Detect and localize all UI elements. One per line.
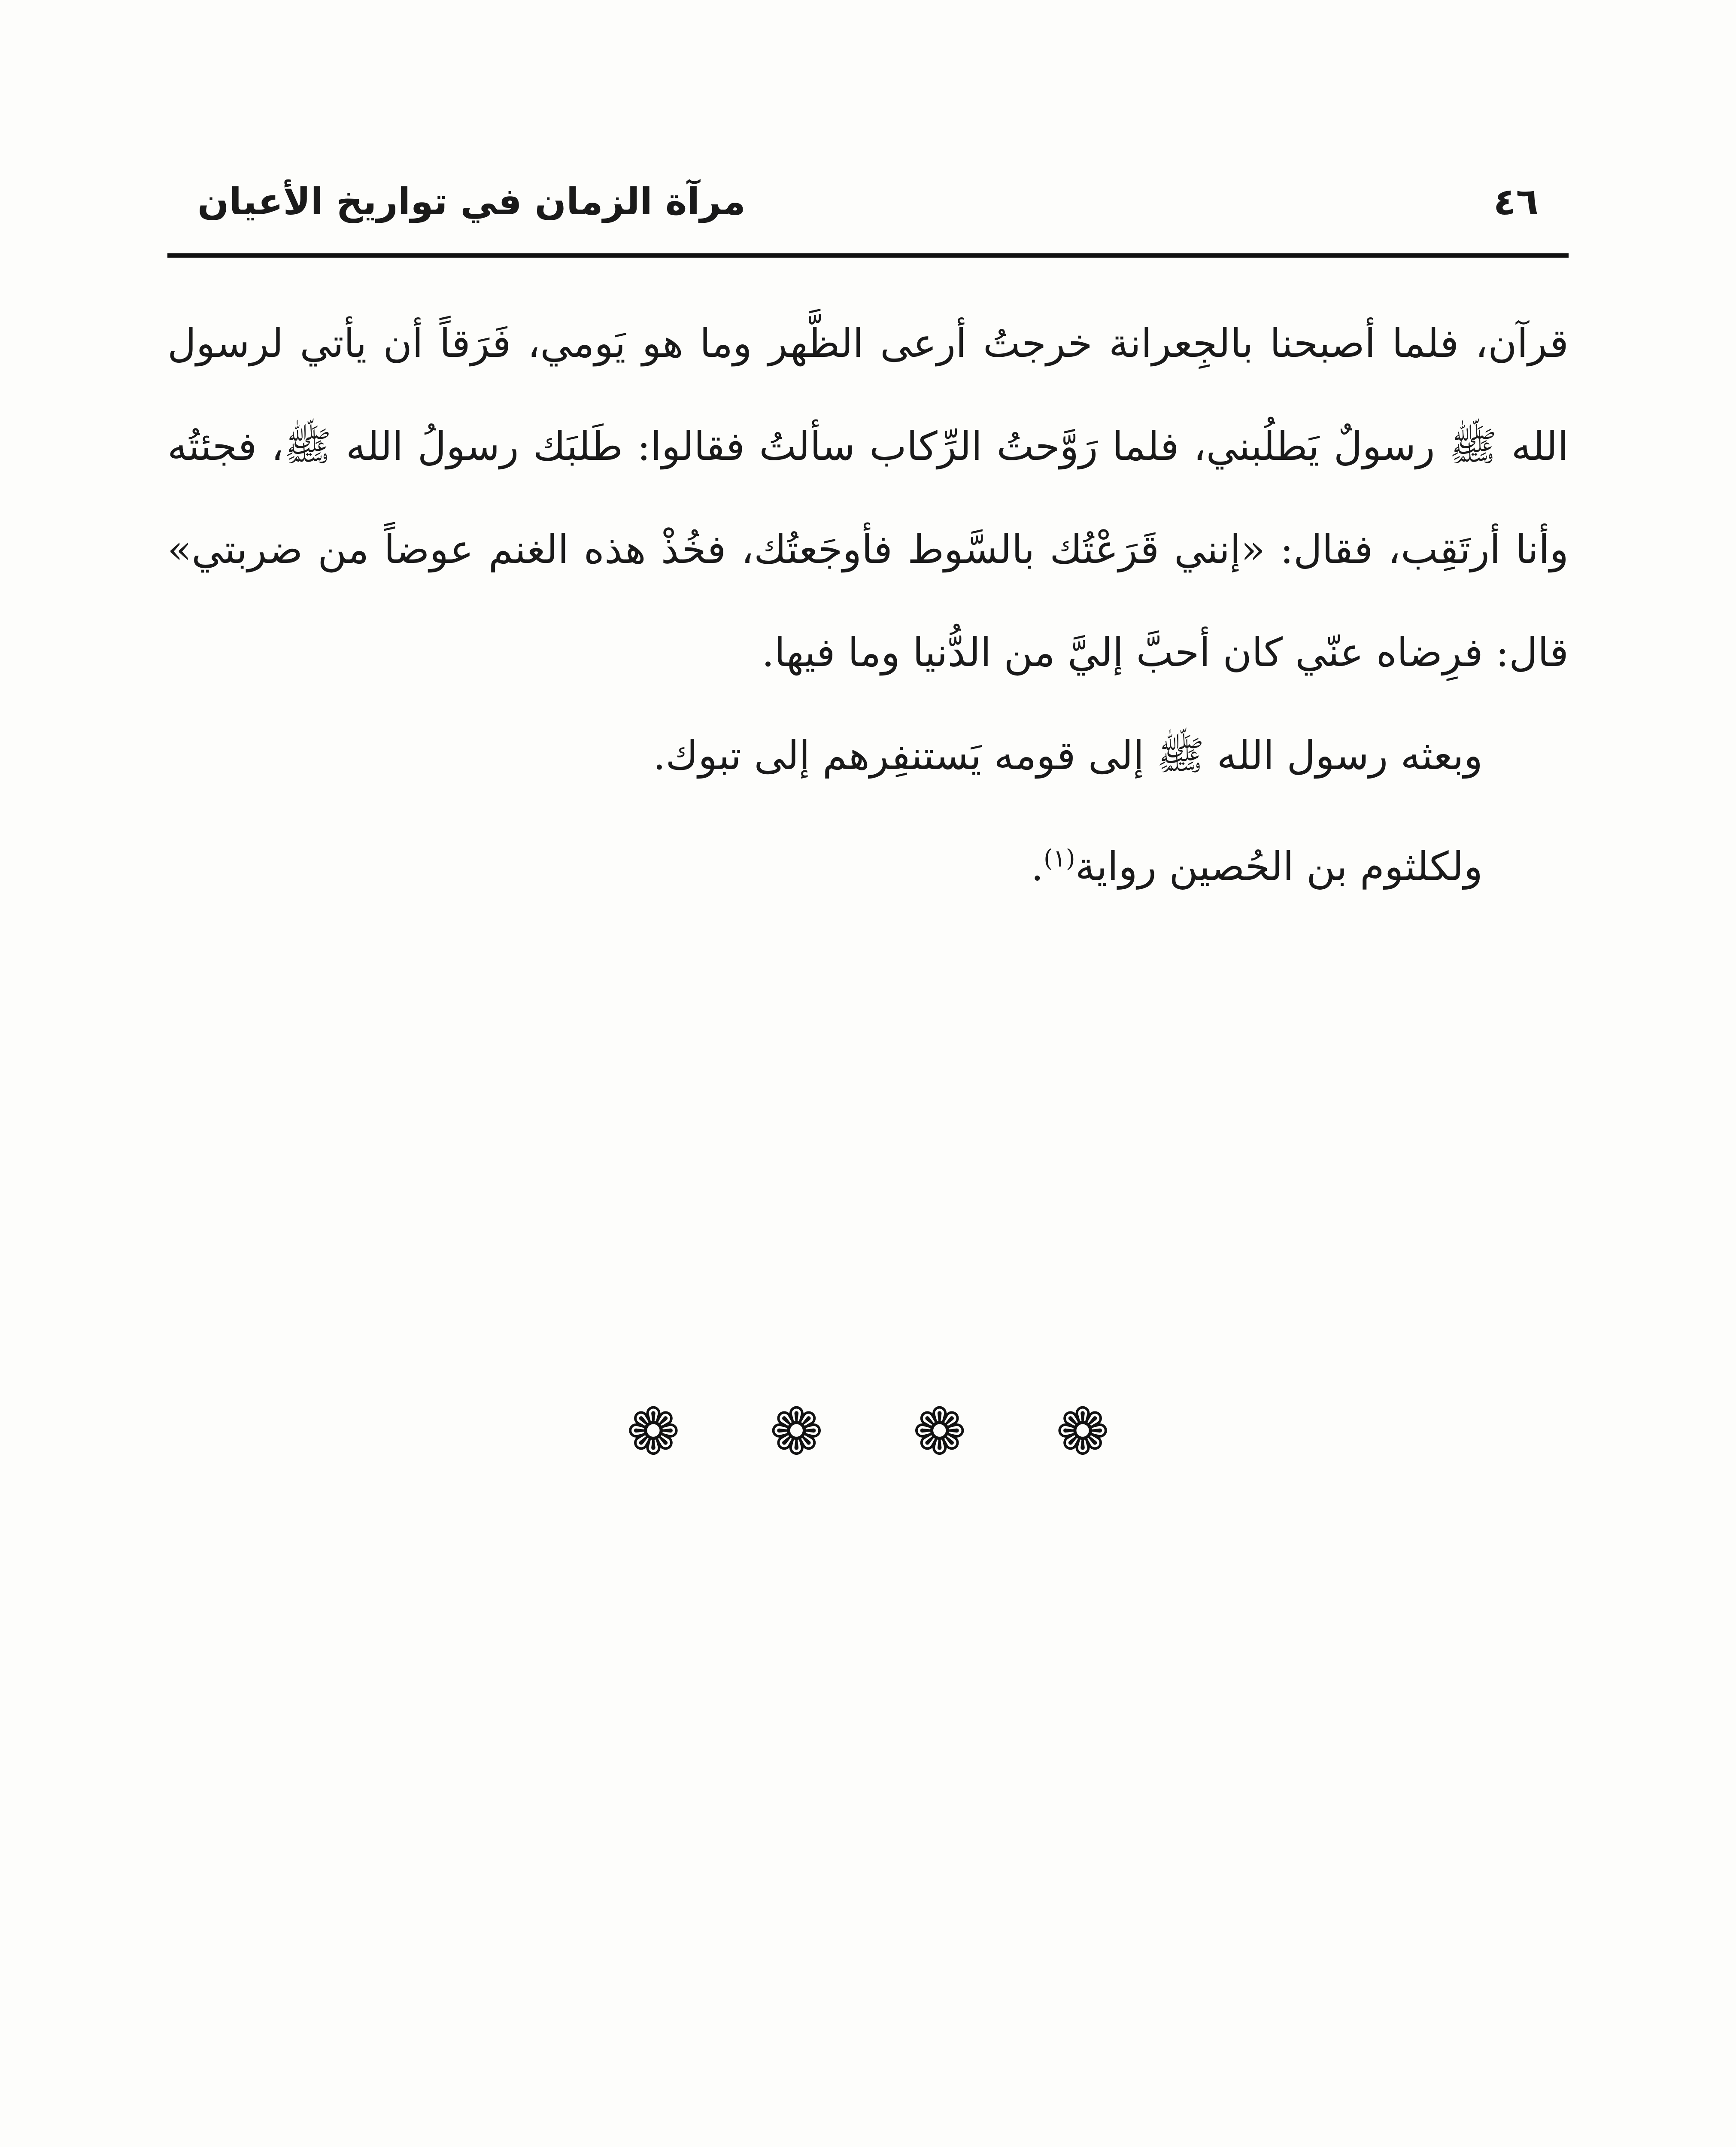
body-paragraph: قرآن، فلما أصبحنا بالجِعرانة خرجتُ أرعى الظَّهر وما هو يَومي، فَرَقاً أن يأتي لرسول الله ﷺ رسولٌ يَطلُبني، فلما رَوَّحتُ الرِّكاب سألتُ فقالوا: طَلبَك رسولُ الله ﷺ، فجئتُه وأنا أرتَقِب، فقال: «إنني قَرَعْتُك بالسَّوط فأوجَعتُك، فخُذْ هذه الغنم عوضاً من ضربتي» قال: فرِضاه عنّي كان أحبَّ إليَّ من الدُّنيا وما فيها. (167, 320, 1569, 675)
header-rule (167, 253, 1569, 258)
running-header (167, 180, 1569, 236)
body-paragraph-text: ولكلثوم بن الحُصين رواية (1075, 843, 1483, 890)
flower-ornament-icon: ❁ (769, 1395, 824, 1469)
body-paragraph: وبعثه رسول الله ﷺ إلى قومه يَستنفِرهم إلى تبوك. (653, 733, 1483, 779)
paragraph-end-mark: . (1031, 843, 1044, 890)
book-title: مرآة الزمان في تواريخ الأعيان (197, 180, 746, 223)
section-divider-ornaments (0, 1395, 1736, 1469)
body-paragraph (167, 807, 1569, 918)
footnote-reference: (١) (1043, 845, 1075, 873)
flower-ornament-icon: ❁ (626, 1395, 680, 1469)
flower-ornament-icon: ❁ (1056, 1395, 1110, 1469)
main-text (167, 292, 1569, 918)
flower-ornament-icon: ❁ (912, 1395, 967, 1469)
page-number: ٤٦ (1493, 180, 1539, 223)
